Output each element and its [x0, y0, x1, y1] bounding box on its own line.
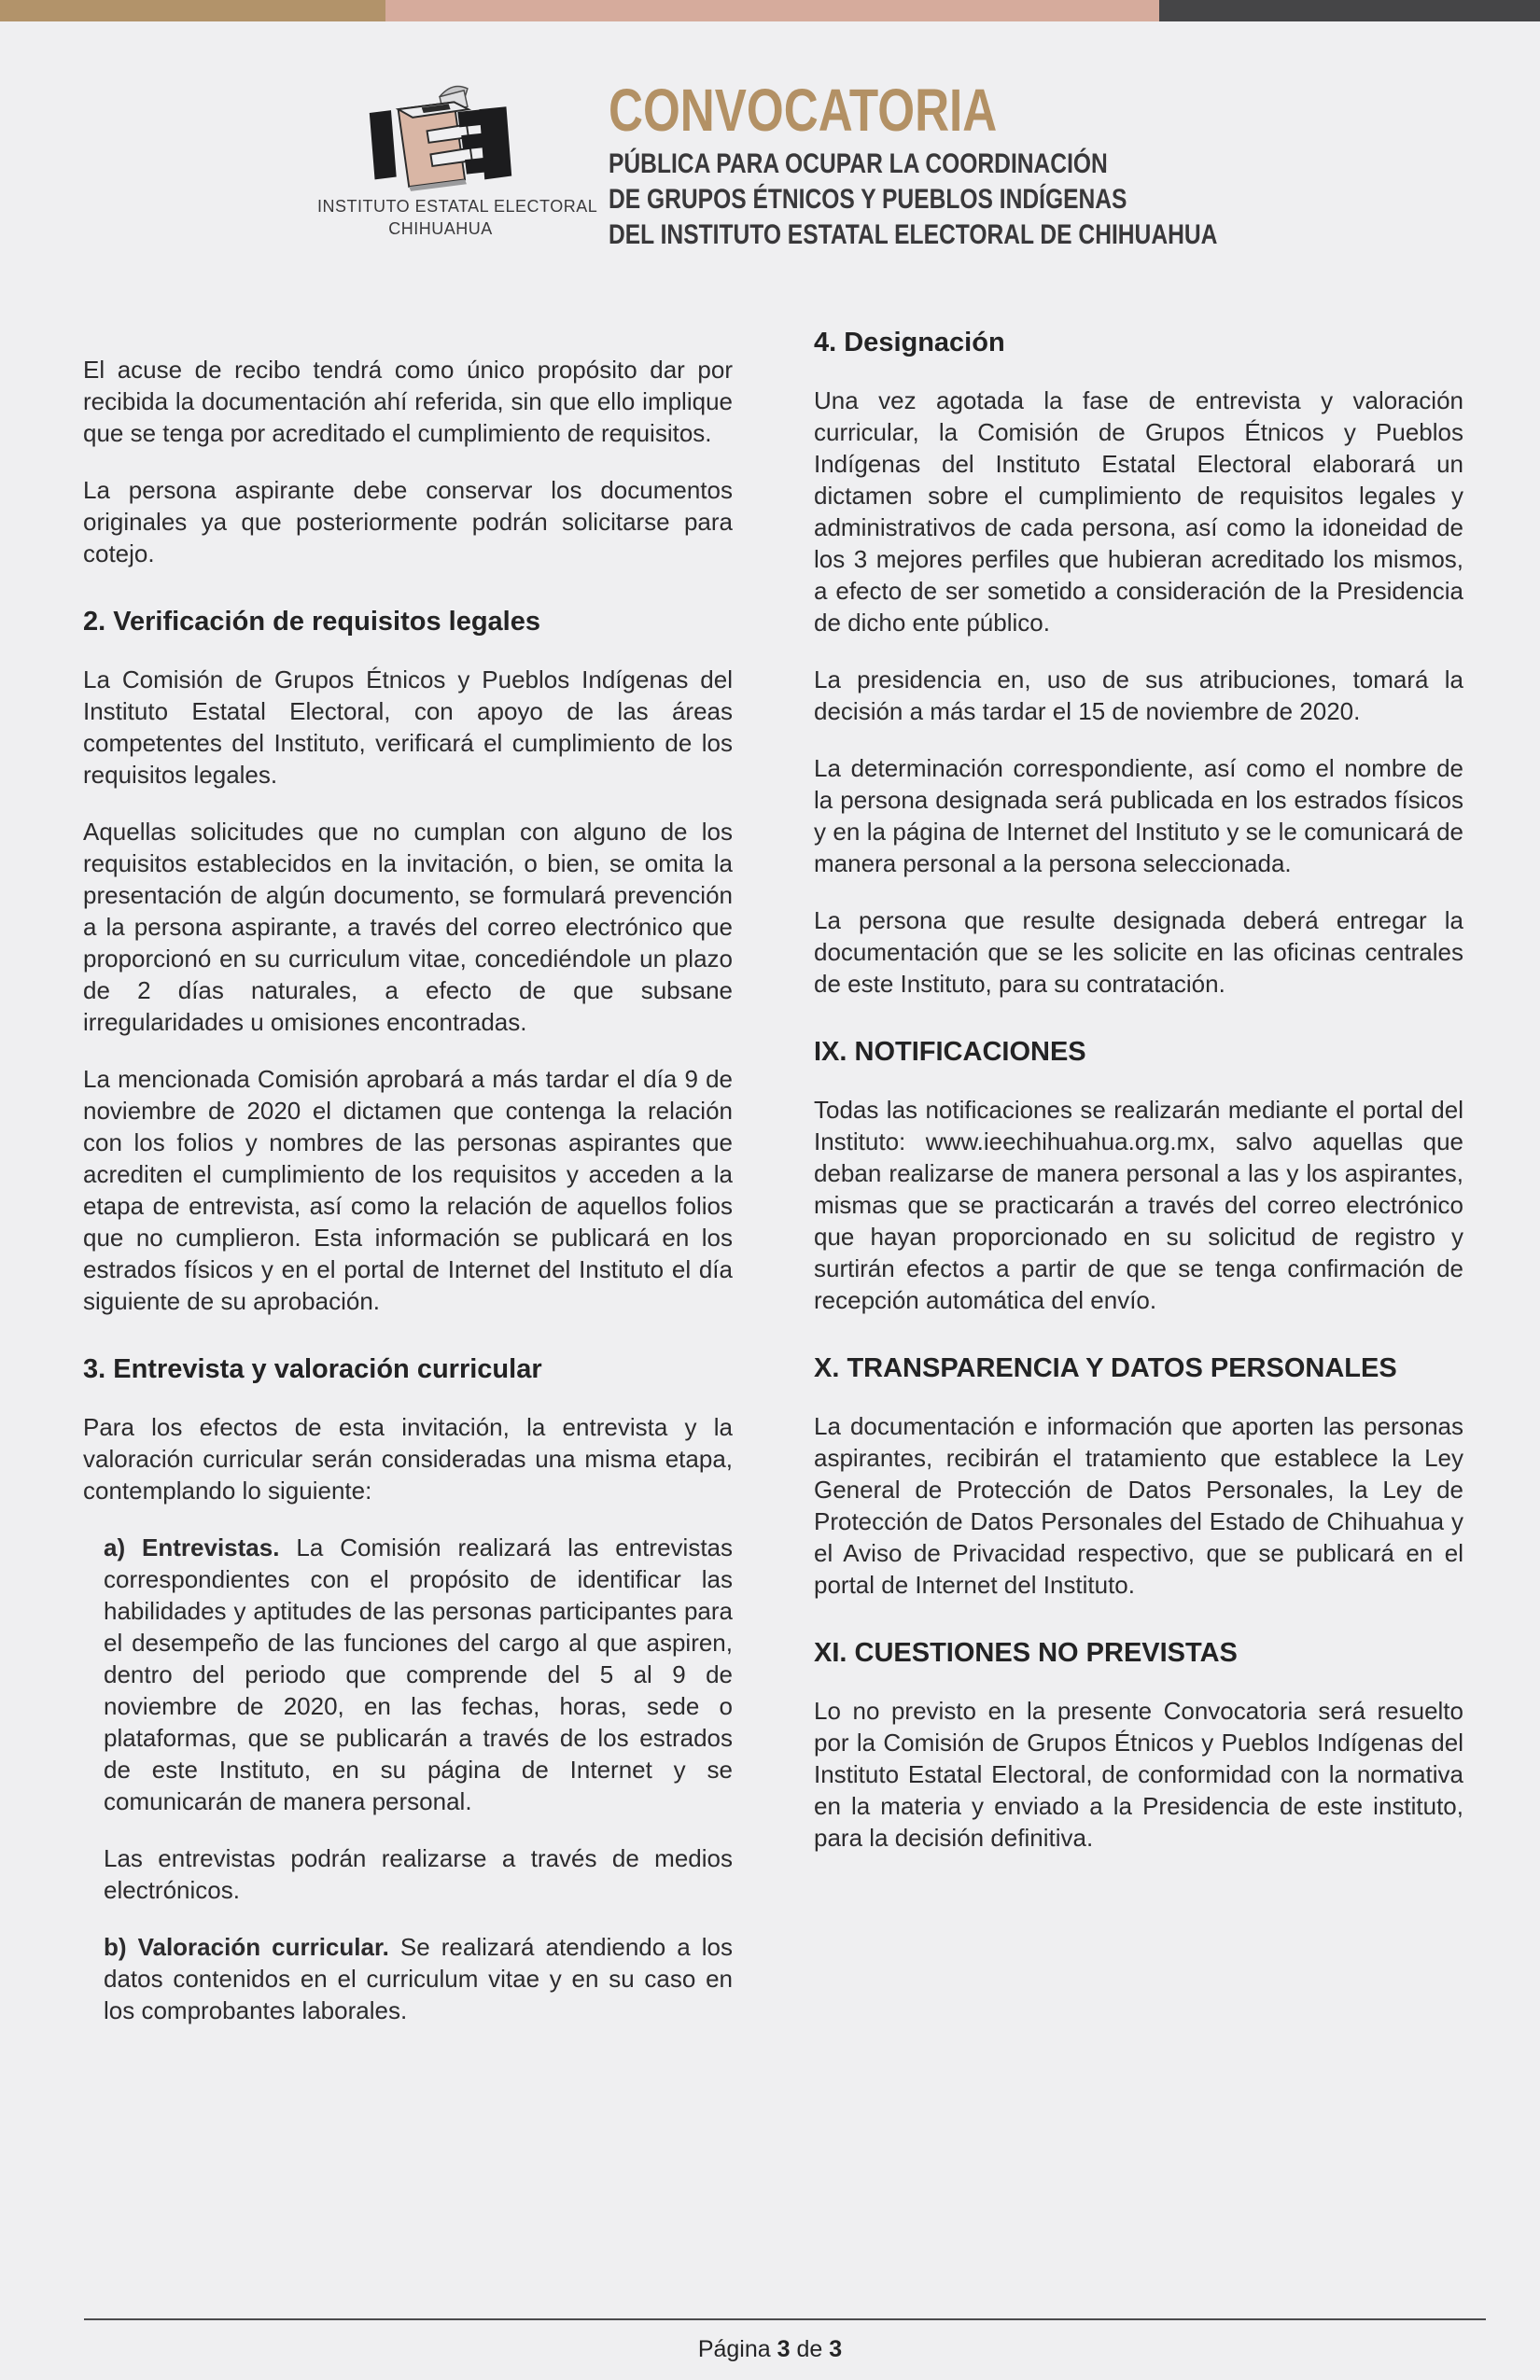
list-item-b-lead: b) Valoración curricular. — [104, 1933, 389, 1961]
document-header — [0, 21, 1540, 303]
paragraph: Aquellas solicitudes que no cumplan con alguno de los requisitos establecidos en la invitación, o bien, se omita la presentación de algún documento, se formulará prevención a la persona aspirante, a través del correo electrónico que proporcionó en su curriculum vitae, concediéndole un plazo de 2 días naturales, a efecto de que subsane irregularidades u omisiones encontradas. — [83, 818, 733, 1036]
iee-logo — [317, 81, 598, 240]
logo-caption-line2: CHIHUAHUA — [388, 219, 493, 238]
section-heading-designacion: 4. Designación — [814, 328, 1005, 357]
section-heading-verificacion: 2. Verificación de requisitos legales — [83, 607, 540, 637]
subtitle-line: DEL INSTITUTO ESTATAL ELECTORAL DE CHIHUAHUA — [609, 219, 1218, 250]
page-number-current: 3 — [777, 2336, 791, 2362]
header-titles — [609, 79, 1351, 253]
page-number — [0, 2335, 1540, 2363]
document-body — [0, 326, 1540, 2051]
list-item-a-lead: a) Entrevistas. — [104, 1533, 280, 1561]
paragraph: La persona aspirante debe conservar los documentos originales ya que posteriormente podrán solicitarse para cotejo. — [83, 476, 733, 567]
paragraph: La determinación correspondiente, así como el nombre de la persona designada será publicada en los estrados físicos y en la página de Internet del Instituto y se le comunicará de manera personal a la persona seleccionada. — [814, 754, 1463, 877]
footer-divider — [84, 2318, 1486, 2320]
top-bar-dark-segment — [1159, 0, 1540, 21]
section-heading-entrevista: 3. Entrevista y valoración curricular — [83, 1354, 542, 1384]
page-title: CONVOCATORIA — [609, 77, 998, 144]
list-item-a-text: La Comisión realizará las entrevistas correspondientes con el propósito de identificar las habilidades y aptitudes de las personas participantes para el desempeño de las funciones del cargo al que aspiren, dentro del periodo que comprende del 5 al 9 de noviembre de 2020, en las fechas, horas, sede o plataformas, que se publicarán a través de los estrados de este Instituto, en su página de Internet y se comunicarán de manera personal. — [104, 1533, 734, 1815]
paragraph: Lo no previsto en la presente Convocatoria será resuelto por la Comisión de Grupos Étnicos y Pueblos Indígenas del Instituto Estatal Electoral, de conformidad con la normativa en la materia y enviado a la Presidencia de este instituto, para la decisión definitiva. — [814, 1697, 1463, 1852]
page-number-of: de — [796, 2336, 823, 2362]
subtitle-line: DE GRUPOS ÉTNICOS Y PUEBLOS INDÍGENAS — [609, 184, 1127, 215]
left-column — [83, 326, 733, 2051]
paragraph: Para los efectos de esta invitación, la entrevista y la valoración curricular serán consideradas una misma etapa, contemplando lo siguiente: — [83, 1413, 733, 1505]
page-number-label: Página — [697, 2336, 771, 2362]
right-column — [814, 326, 1463, 2051]
paragraph: El acuse de recibo tendrá como único propósito dar por recibida la documentación ahí referida, sin que ello implique que se tenga por acreditado el cumplimiento de requisitos. — [83, 356, 733, 447]
section-heading-notificaciones: IX. NOTIFICACIONES — [814, 1037, 1086, 1067]
page-subtitle — [609, 147, 1351, 253]
page-number-total: 3 — [829, 2336, 843, 2362]
paragraph: La presidencia en, uso de sus atribuciones, tomará la decisión a más tardar el 15 de noviembre de 2020. — [814, 665, 1463, 725]
top-color-bar — [0, 0, 1540, 21]
paragraph: La documentación e información que aporten las personas aspirantes, recibirán el tratamiento que establece la Ley General de Protección de Datos Personales, la Ley de Protección de Datos Personales del Estado de Chihuahua y el Aviso de Privacidad respectivo, que se publicará en el portal de Internet del Instituto. — [814, 1412, 1463, 1599]
top-bar-tan-segment — [0, 0, 385, 21]
list-item-b-text: Se realizará atendiendo a los datos contenidos en el curriculum vitae y en su caso en los comprobantes laborales. — [104, 1933, 733, 2024]
subtitle-line: PÚBLICA PARA OCUPAR LA COORDINACIÓN — [609, 148, 1108, 179]
section-heading-transparencia: X. TRANSPARENCIA Y DATOS PERSONALES — [814, 1353, 1397, 1383]
paragraph: Todas las notificaciones se realizarán mediante el portal del Instituto: www.ieechihuahua.org.mx, salvo aquellas que deban realizarse de manera personal a las y los aspirantes, mismas que se practicarán a través del correo electrónico que hayan proporcionado en su solicitud de registro y surtirán efectos a partir de que se tenga confirmación de recepción automática del envío. — [814, 1096, 1463, 1314]
top-bar-pink-segment — [385, 0, 1159, 21]
section-heading-cuestiones: XI. CUESTIONES NO PREVISTAS — [814, 1638, 1238, 1668]
ballot-box-logo-icon — [364, 81, 517, 195]
paragraph: La Comisión de Grupos Étnicos y Pueblos Indígenas del Instituto Estatal Electoral, con apoyo de las áreas competentes del Instituto, verificará el cumplimiento de los requisitos legales. — [83, 665, 733, 789]
paragraph: Una vez agotada la fase de entrevista y valoración curricular, la Comisión de Grupos Étnicos y Pueblos Indígenas del Instituto Estatal Electoral elaborará un dictamen sobre el cumplimiento de requisitos legales y administrativos de cada persona, así como la idoneidad de los 3 mejores perfiles que hubieran acreditado los mismos, a efecto de ser sometido a consideración de la Presidencia de dicho ente público. — [814, 386, 1463, 637]
paragraph: Las entrevistas podrán realizarse a través de medios electrónicos. — [104, 1844, 733, 1904]
logo-caption-line1: INSTITUTO ESTATAL ELECTORAL — [317, 197, 598, 216]
list-item-a — [104, 1532, 733, 1817]
list-item-b — [104, 1931, 733, 2026]
paragraph: La persona que resulte designada deberá entregar la documentación que se les solicite en las oficinas centrales de este Instituto, para su contratación. — [814, 906, 1463, 998]
paragraph: La mencionada Comisión aprobará a más tardar el día 9 de noviembre de 2020 el dictamen que contenga la relación con los folios y nombres de las personas aspirantes que acrediten el cumplimiento de los requisitos y acceden a la etapa de entrevista, así como la relación de aquellos folios que no cumplieron. Esta información se publicará en los estrados físicos y en el portal de Internet del Instituto el día siguiente de su aprobación. — [83, 1065, 733, 1315]
